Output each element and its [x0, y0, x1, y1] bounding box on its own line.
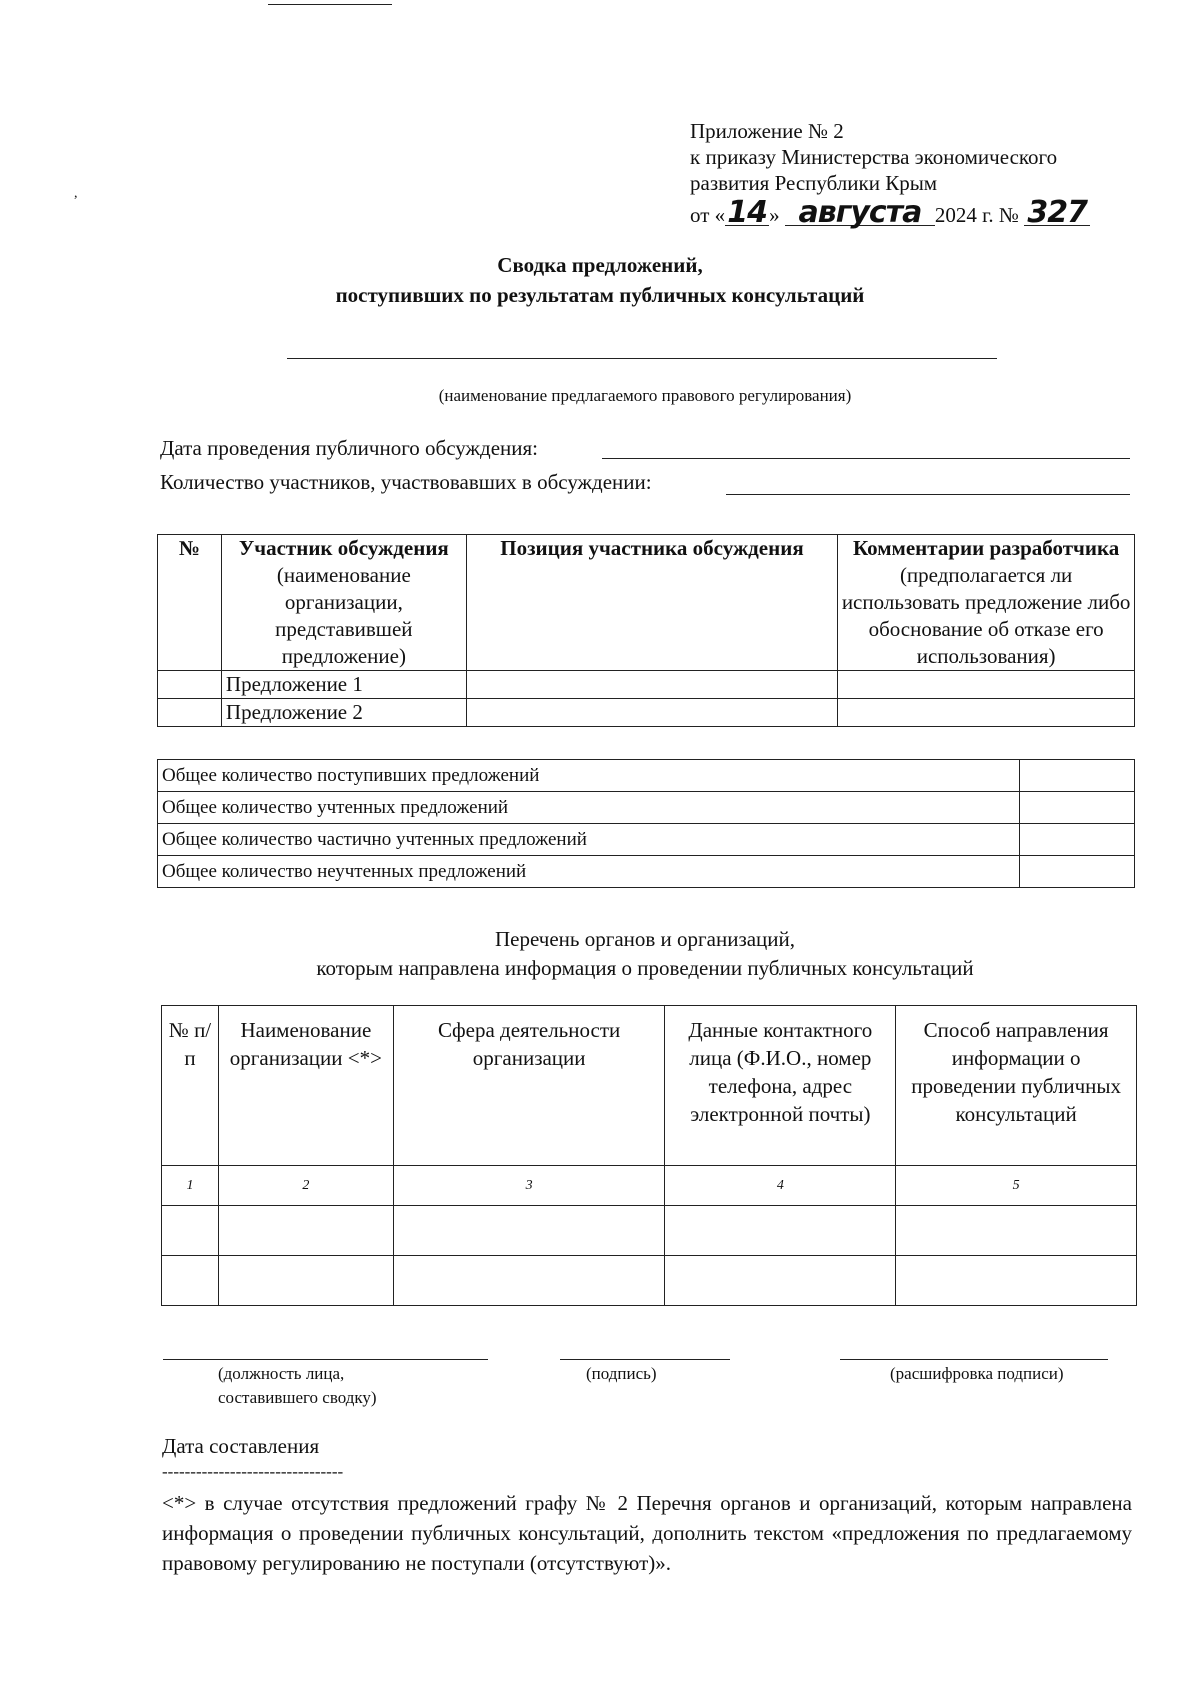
table-row	[162, 1256, 1137, 1306]
column-number: 2	[218, 1166, 393, 1206]
footnote-text: <*> в случае отсутствия предложений графу № 2 Перечня органов и организаций, которым направлена информация о проведении публичных консультаций, дополнить текстом «предложения по предлагаемому правовому регулированию не поступали (отсутствуют)».	[162, 1491, 1132, 1575]
regulation-name-line	[287, 358, 997, 359]
discussion-date-label: Дата проведения публичного обсуждения:	[160, 436, 538, 460]
date-composed-label: Дата составления	[162, 1434, 320, 1458]
date-separator: »	[769, 203, 780, 227]
header-activity: Сфера деятельности организации	[393, 1006, 665, 1166]
decoding-caption: (расшифровка подписи)	[890, 1364, 1064, 1383]
handwritten-month: августа	[798, 195, 922, 230]
discussion-date-field	[160, 436, 538, 461]
empty-cell	[218, 1206, 393, 1256]
proposal-label: Предложение 1	[221, 671, 466, 699]
appendix-header	[690, 118, 1090, 228]
proposals-header-row	[158, 535, 1135, 671]
row-num-cell	[158, 699, 222, 727]
table-row	[162, 1206, 1137, 1256]
participants-count-line	[726, 494, 1130, 495]
footnote-separator: --------------------------------	[162, 1462, 344, 1481]
position-cell	[466, 699, 838, 727]
comment-cell	[838, 699, 1135, 727]
decoding-signature-line	[840, 1359, 1108, 1360]
title-line-1: Сводка предложений,	[497, 253, 703, 277]
year-text: 2024 г. №	[934, 203, 1019, 227]
totals-table	[157, 759, 1135, 888]
participants-count-field	[160, 470, 652, 495]
header-comments-bold: Комментарии разработчика	[852, 536, 1120, 560]
orgs-header-row	[162, 1006, 1137, 1166]
organizations-list-title	[0, 925, 1200, 983]
empty-cell	[162, 1256, 219, 1306]
empty-cell	[896, 1256, 1137, 1306]
table-row	[158, 760, 1135, 792]
column-number: 4	[665, 1166, 896, 1206]
empty-cell	[218, 1256, 393, 1306]
table-row	[158, 699, 1135, 727]
header-org-name: Наименование организации <*>	[218, 1006, 393, 1166]
discussion-date-line	[602, 458, 1130, 459]
totals-label: Общее количество неучтенных предложений	[158, 856, 1020, 888]
empty-cell	[393, 1206, 665, 1256]
table-row	[158, 671, 1135, 699]
appendix-line-3: развития Республики Крым	[690, 171, 938, 195]
top-edge-line	[268, 4, 392, 5]
signature-line	[560, 1359, 730, 1360]
table-row	[158, 856, 1135, 888]
title-line-2: поступивших по результатам публичных консультаций	[335, 283, 865, 307]
totals-label: Общее количество поступивших предложений	[158, 760, 1020, 792]
header-comments	[838, 535, 1135, 671]
header-pp: № п/п	[162, 1006, 219, 1166]
header-participant	[221, 535, 466, 671]
comment-cell	[838, 671, 1135, 699]
header-num: №	[158, 535, 222, 671]
empty-cell	[665, 1256, 896, 1306]
totals-value-cell	[1020, 792, 1135, 824]
document-title	[0, 250, 1200, 310]
column-number-row	[162, 1166, 1137, 1206]
header-participant-bold: Участник обсуждения	[238, 536, 449, 560]
signature-caption: (подпись)	[586, 1364, 657, 1383]
handwritten-day-field	[725, 195, 769, 230]
position-caption: (должность лица, составившего сводку)	[218, 1364, 377, 1407]
regulation-caption: (наименование предлагаемого правового регулирования)	[438, 386, 852, 405]
header-contact: Данные контактного лица (Ф.И.О., номер телефона, адрес электронной почты)	[665, 1006, 896, 1166]
list-title-line-2: которым направлена информация о проведении публичных консультаций	[316, 956, 974, 980]
totals-label: Общее количество частично учтенных предложений	[158, 824, 1020, 856]
totals-value-cell	[1020, 760, 1135, 792]
handwritten-number: 327	[1027, 195, 1087, 230]
empty-cell	[162, 1206, 219, 1256]
appendix-date-line	[690, 195, 1090, 230]
header-method: Способ направления информации о проведении публичных консультаций	[896, 1006, 1137, 1166]
header-comments-rest: (предполагается ли использовать предложение либо обоснование об отказе его использования)	[841, 563, 1131, 668]
handwritten-month-field	[785, 195, 935, 230]
column-number: 1	[162, 1166, 219, 1206]
empty-cell	[393, 1256, 665, 1306]
handwritten-number-field	[1024, 195, 1090, 230]
proposals-table	[157, 534, 1135, 727]
date-prefix: от «	[690, 203, 726, 227]
header-participant-rest: (наименование организации, представившей предложение)	[275, 563, 413, 668]
table-row	[158, 792, 1135, 824]
column-number: 3	[393, 1166, 665, 1206]
table-row	[158, 824, 1135, 856]
empty-cell	[896, 1206, 1137, 1256]
totals-value-cell	[1020, 856, 1135, 888]
appendix-line-1: Приложение № 2	[690, 119, 844, 143]
appendix-line-2: к приказу Министерства экономического	[690, 145, 1058, 169]
position-cell	[466, 671, 838, 699]
position-signature-line	[163, 1359, 488, 1360]
organizations-table	[161, 1005, 1137, 1306]
participants-count-label: Количество участников, участвовавших в обсуждении:	[160, 470, 652, 494]
proposal-label: Предложение 2	[221, 699, 466, 727]
list-title-line-1: Перечень органов и организаций,	[494, 927, 796, 951]
totals-value-cell	[1020, 824, 1135, 856]
column-number: 5	[896, 1166, 1137, 1206]
handwritten-day: 14	[727, 195, 768, 230]
row-num-cell	[158, 671, 222, 699]
totals-label: Общее количество учтенных предложений	[158, 792, 1020, 824]
header-position: Позиция участника обсуждения	[466, 535, 838, 671]
empty-cell	[665, 1206, 896, 1256]
scan-speck: ,	[74, 186, 78, 201]
